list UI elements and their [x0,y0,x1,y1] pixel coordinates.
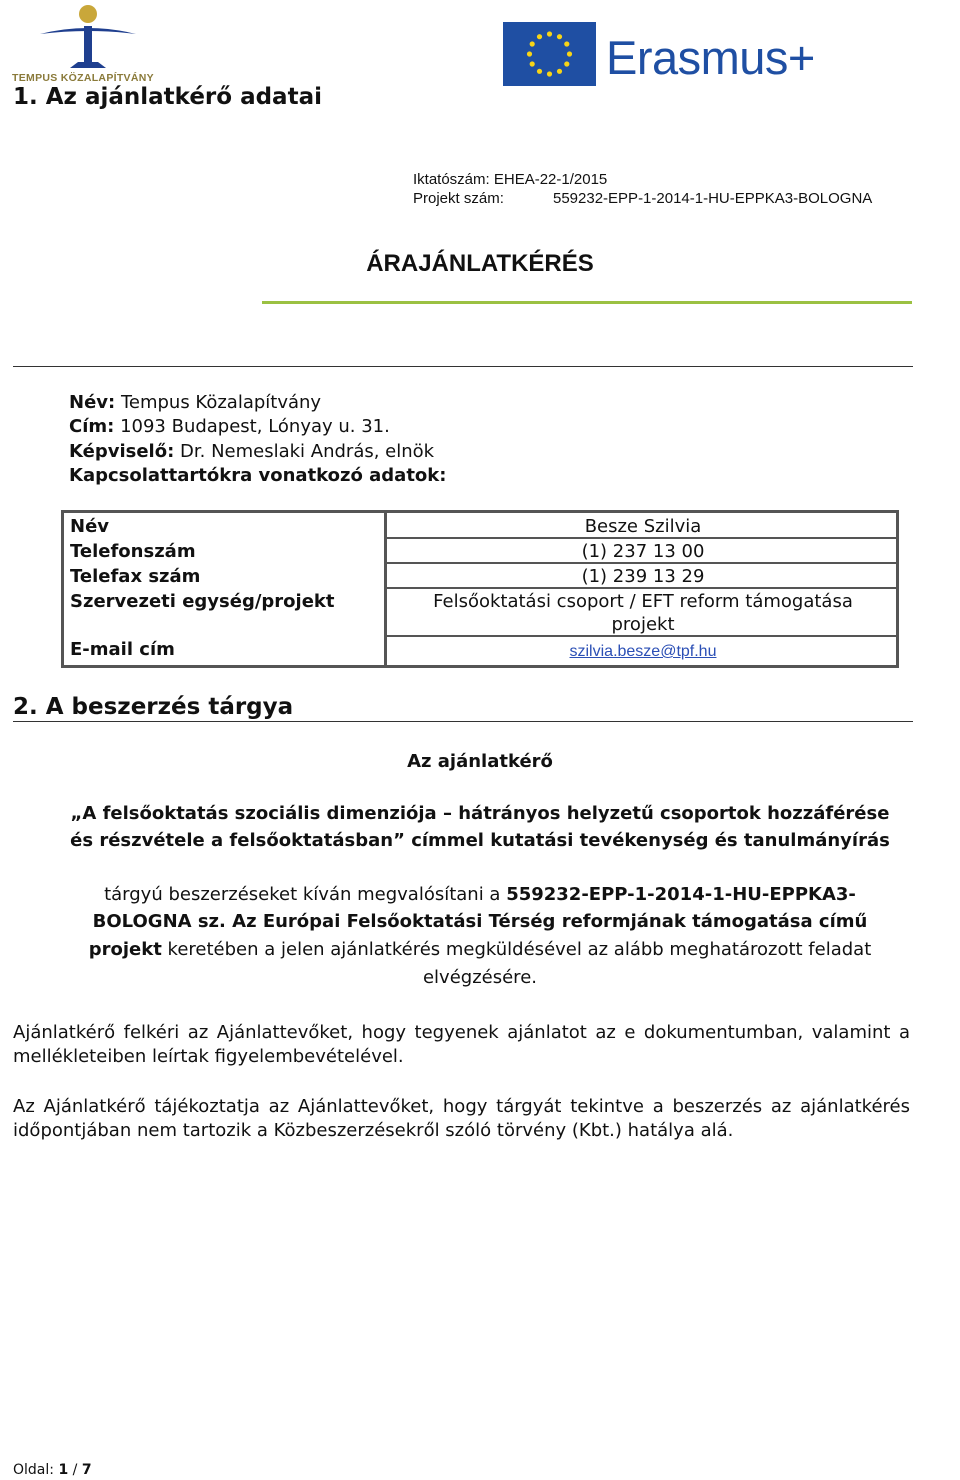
page-footer [13,1462,92,1478]
projekt-value: 559232-EPP-1-2014-1-HU-EPPKA3-BOLOGNA [553,190,873,207]
table-label-unit: Szervezeti egység/projekt [70,591,335,612]
address-value: 1093 Budapest, Lónyay u. 31. [114,416,390,437]
table-label-name: Név [70,516,110,537]
section-2-heading: 2. A beszerzés tárgya [13,694,294,720]
document-title-text: ÁRAJÁNLATKÉRÉS [366,250,594,277]
paragraph-text: keretében a jelen ajánlatkérés megküldésével az alább meghatározott feladat [161,939,872,960]
subject-title-line1: „A felsőoktatás szociális dimenziója – hátrányos helyzetű csoportok hozzáférése [70,803,890,824]
table-value-name: Besze Szilvia [584,516,702,537]
table-divider [384,513,387,665]
contacts-heading: Kapcsolattartókra vonatkozó adatok: [69,465,447,486]
eu-flag-icon [503,22,596,86]
contact-table [61,510,899,668]
page-label: Oldal: [13,1462,59,1478]
projekt-label: Projekt szám: [413,190,504,207]
representative-value: Dr. Nemeslaki András, elnök [174,441,435,462]
subject-title-line2: és részvétele a felsőoktatásban” címmel kutatási tevékenység és tanulmányírás [70,830,890,851]
table-value-unit: Felsőoktatási csoport / EFT reform támogatása [433,591,853,612]
iktatoszam: Iktatószám: EHEA-22-1/2015 [413,171,608,188]
project-number: 559232-EPP-1-2014-1-HU-EPPKA3- [506,884,856,905]
tempus-logo-text: TEMPUS KÖZALAPÍTVÁNY [12,72,154,84]
representative-label: Képviselő: [69,441,175,462]
address-label: Cím: [69,416,115,437]
page-current: 1 [58,1462,69,1478]
page-total: 7 [81,1462,92,1478]
name-label: Név: [69,392,116,413]
table-label-fax: Telefax szám [70,566,201,587]
subject-paragraph-line3 [0,939,960,960]
name-line [69,391,321,415]
table-value-phone: (1) 237 13 00 [581,541,705,562]
legal-paragraph: Az Ajánlatkérő tájékoztatja az Ajánlattevőket, hogy tárgyát tekintve a beszerzés az ajánlatkérés időpontjában nem tartozik a Közbeszerzésekről szóló törvény (Kbt.) hatálya alá. [13,1096,910,1141]
table-value-unit-line2: projekt [611,614,675,635]
title-underline [262,301,912,304]
subject-subheading: Az ajánlatkérő [407,751,553,772]
erasmus-logo-text: Erasmus+ [606,31,815,84]
tempus-emblem-icon [10,2,160,72]
table-value-email [390,640,896,663]
table-label-phone: Telefonszám [70,541,196,562]
table-value-fax: (1) 239 13 29 [581,566,705,587]
representative-line [69,440,434,464]
page-separator: / [68,1462,82,1478]
tempus-logo [10,2,160,88]
name-value: Tempus Közalapítvány [115,392,322,413]
subject-paragraph-line4: elvégzésére. [422,967,537,988]
section-1-rule [13,366,913,367]
paragraph-text: tárgyú beszerzéseket kíván megvalósítani a [104,884,507,905]
email-link[interactable]: szilvia.besze@tpf.hu [569,643,717,660]
subject-paragraph-line2: BOLOGNA sz. Az Európai Felsőoktatási Térség reformjának támogatása című [92,911,868,932]
address-line [69,415,390,439]
subject-paragraph-line1 [0,884,960,905]
section-2-rule [13,721,913,722]
invitation-paragraph: Ajánlatkérő felkéri az Ajánlattevőket, hogy tegyenek ajánlatot az e dokumentumban, valamint a mellékleteiben leírtak figyelembevételével. [13,1022,910,1067]
table-label-email: E-mail cím [70,639,175,660]
document-title [0,250,960,278]
section-1-heading: 1. Az ajánlatkérő adatai [13,84,322,110]
project-word: projekt [88,939,162,960]
